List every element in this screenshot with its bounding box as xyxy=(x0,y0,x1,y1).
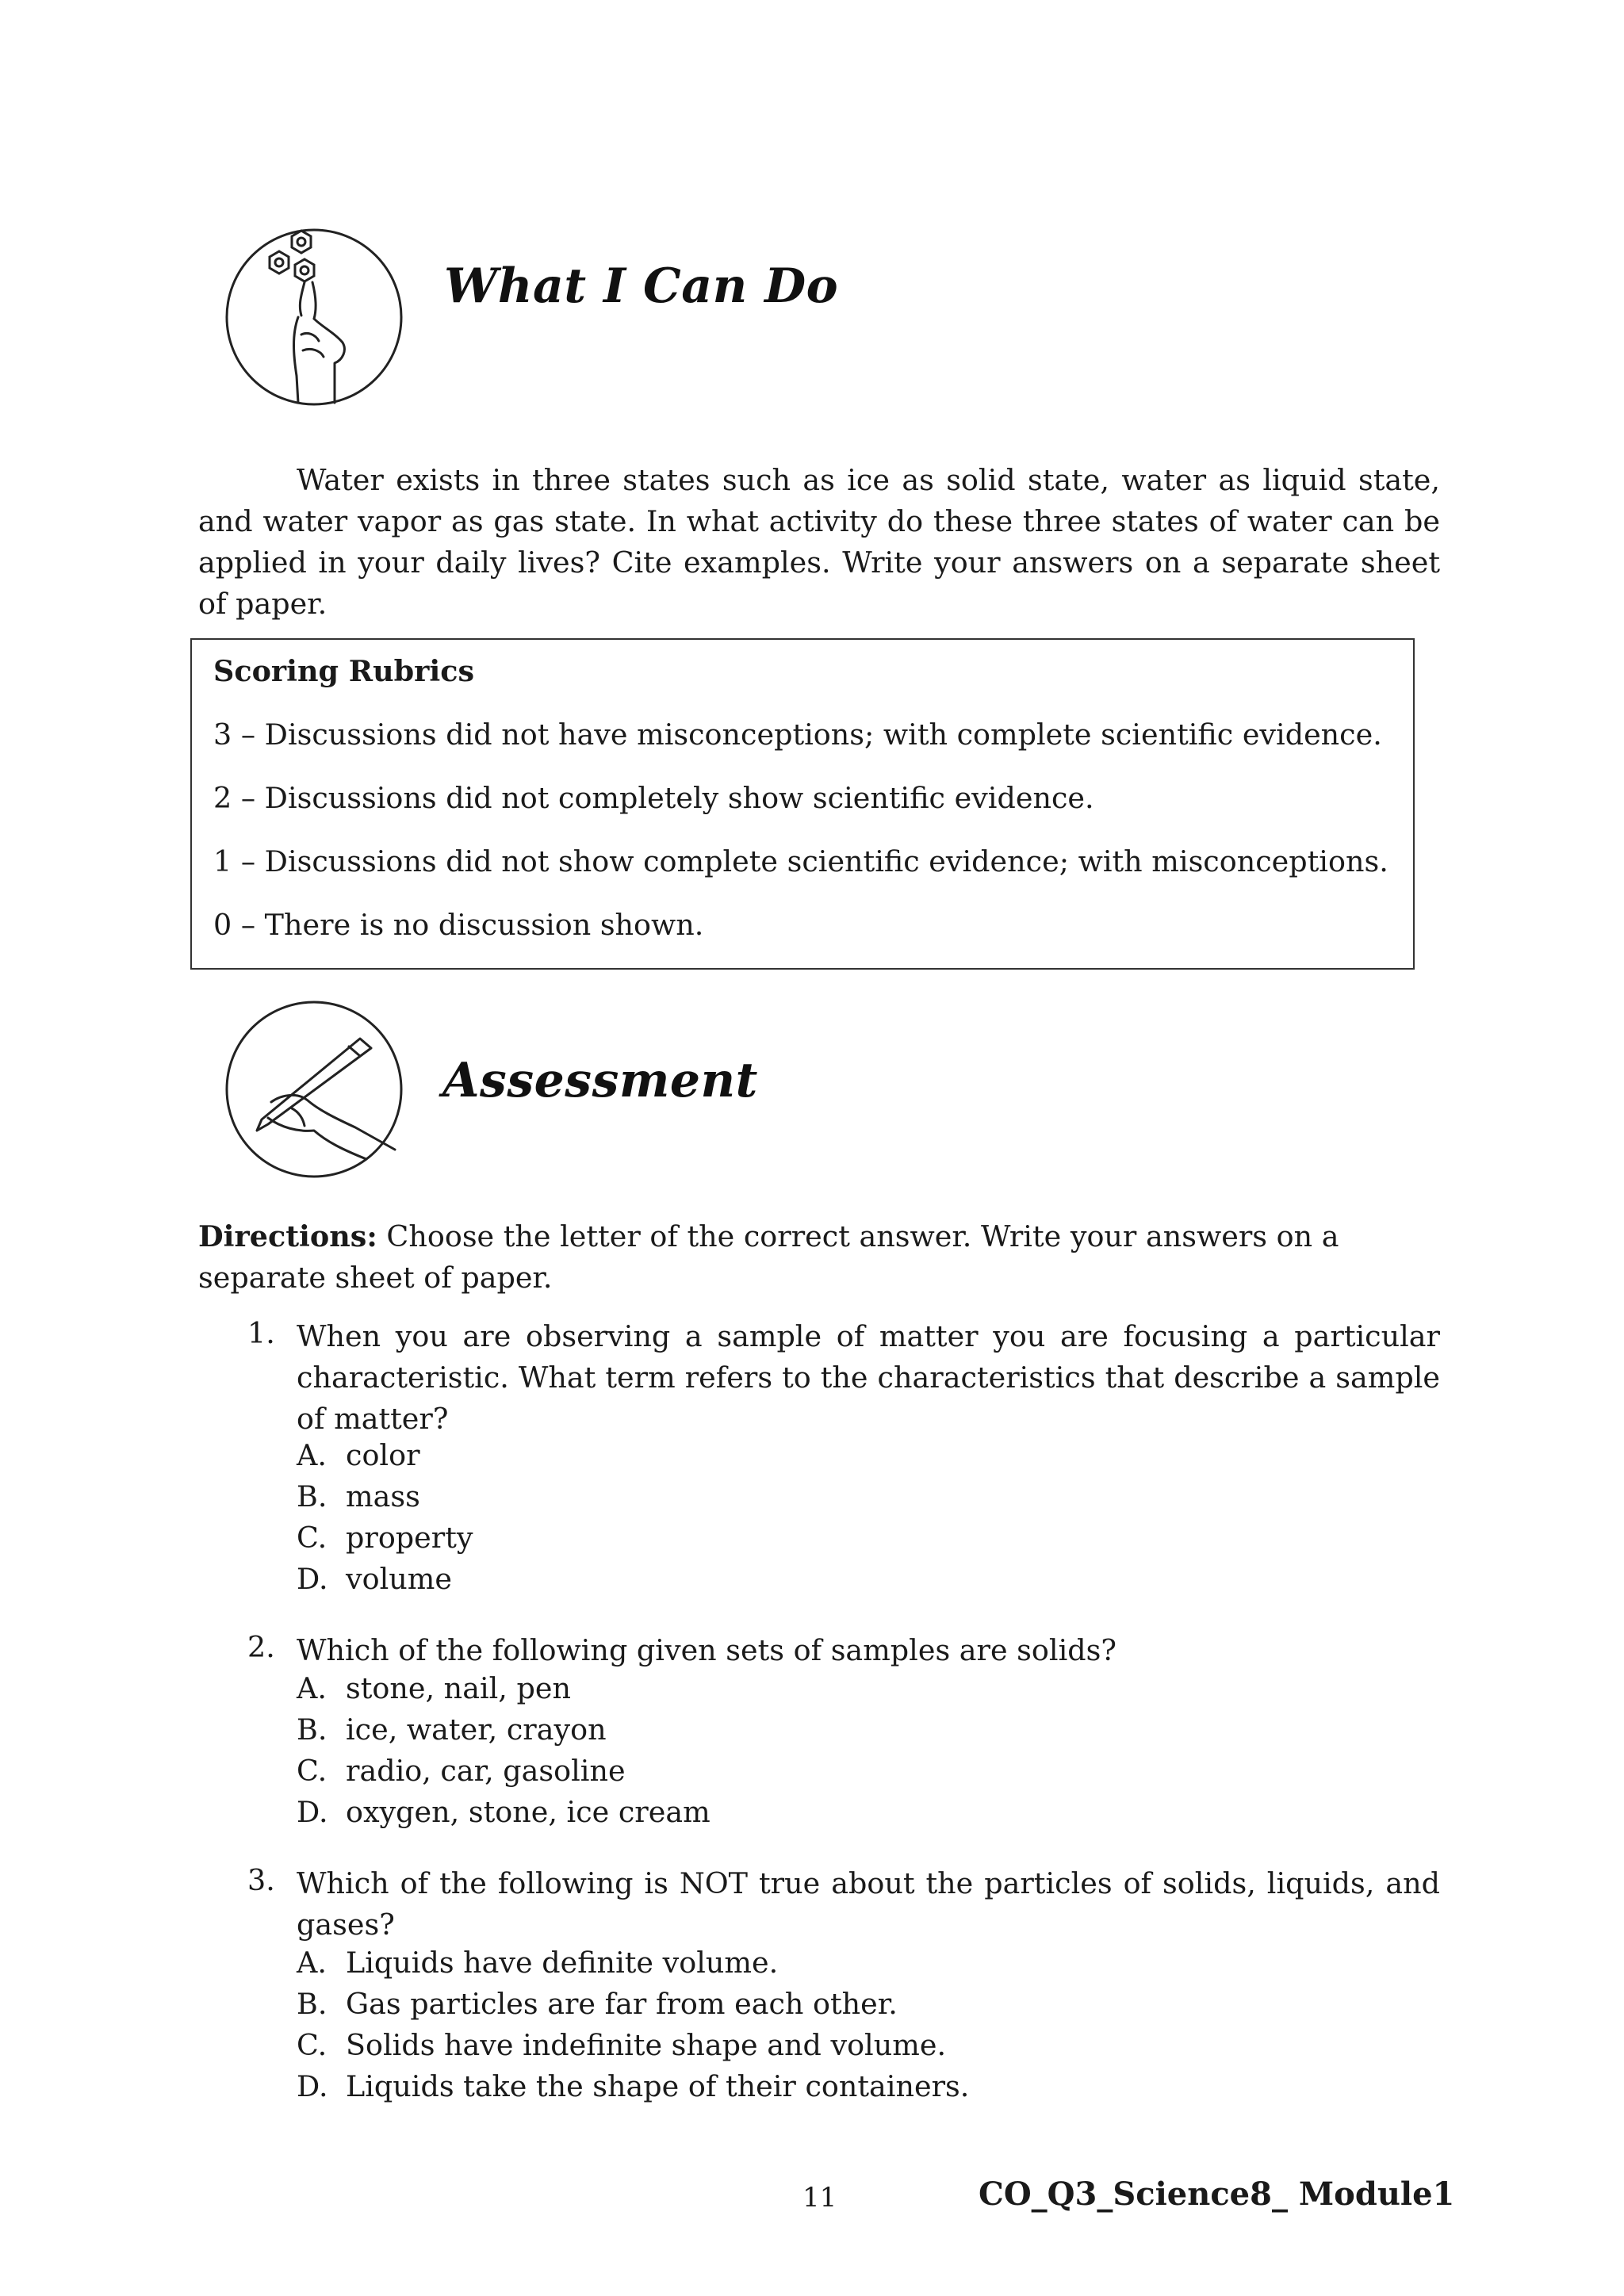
rubric-line-3: 3 – Discussions did not have misconceptions; with complete scientific evidence. xyxy=(213,718,1382,752)
section-heading-assessment: Assessment xyxy=(442,1053,758,1108)
activity-paragraph: Water exists in three states such as ice as solid state, water as liquid state, and water vapor as gas state. In what activity do these three states of water can be applied in your daily lives? Cite examples. Write your answers on a separate sheet of paper. xyxy=(198,463,1440,621)
section-heading-what-i-can-do: What I Can Do xyxy=(444,258,839,314)
question-number: 3. xyxy=(247,1863,275,1897)
hand-writing-pen-icon xyxy=(216,991,412,1188)
rubric-line-0: 0 – There is no discussion shown. xyxy=(213,908,704,942)
question-text: Which of the following is NOT true about the particles of solids, liquids, and gases? xyxy=(297,1866,1440,1942)
question-text: When you are observing a sample of matter you are focusing a particular characteristic. What term refers to the characteristics that describe a sample of matter? xyxy=(297,1319,1440,1436)
rubric-line-2: 2 – Discussions did not completely show scientific evidence. xyxy=(213,781,1094,815)
hand-with-nuts-icon xyxy=(216,216,412,412)
page-number: 11 xyxy=(802,2182,837,2214)
directions-text: Choose the letter of the correct answer. Write your answers on a separate sheet of paper. xyxy=(198,1219,1339,1295)
question-text: Which of the following given sets of samples are solids? xyxy=(297,1633,1116,1667)
question-number: 2. xyxy=(247,1630,275,1664)
directions-label: Directions: xyxy=(198,1219,377,1253)
rubric-line-1: 1 – Discussions did not show complete scientific evidence; with misconceptions. xyxy=(213,844,1388,878)
scoring-rubrics-box xyxy=(190,638,1415,970)
assessment-directions xyxy=(198,1216,1356,1299)
question-number: 1. xyxy=(247,1316,275,1350)
module-code: CO_Q3_Science8_ Module1 xyxy=(979,2175,1455,2213)
rubrics-title: Scoring Rubrics xyxy=(213,654,475,688)
